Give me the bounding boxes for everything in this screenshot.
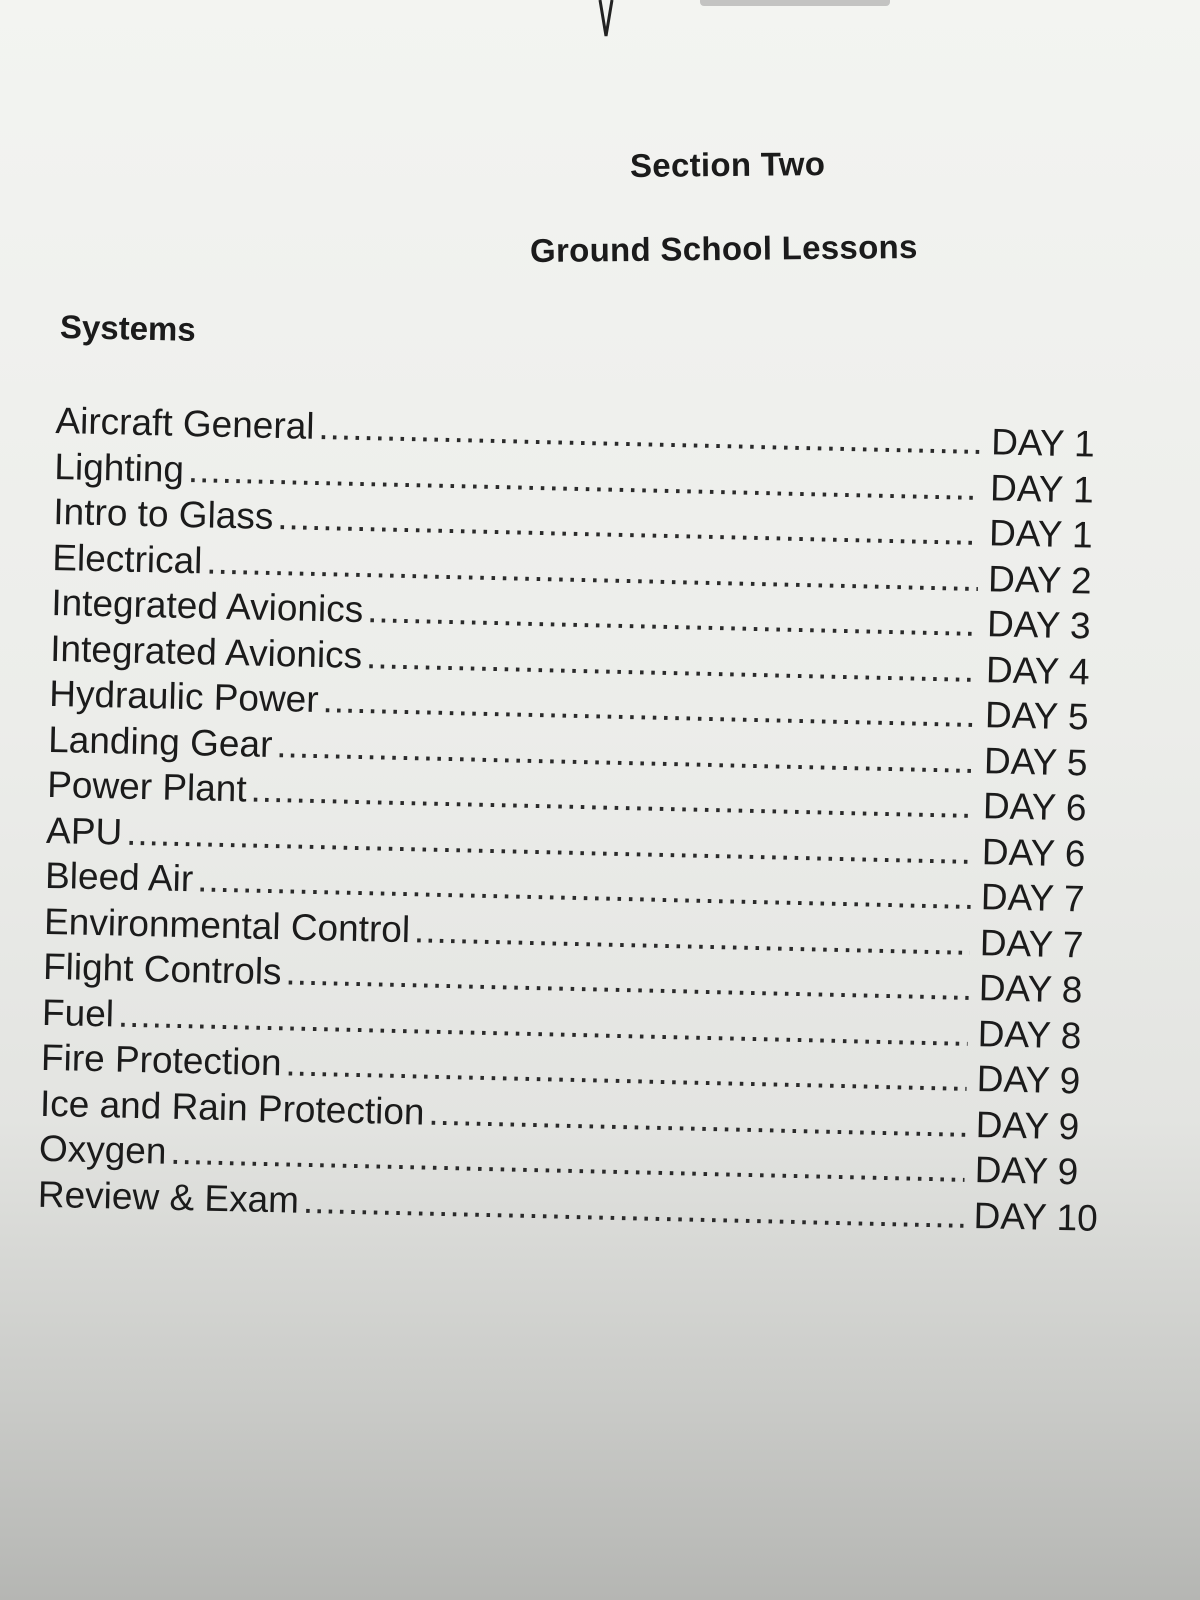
lesson-day: DAY 4: [985, 648, 1091, 693]
lesson-title: Review & Exam: [37, 1173, 300, 1221]
lesson-day: DAY 1: [990, 421, 1096, 465]
lesson-day: DAY 7: [979, 921, 1084, 965]
lesson-day: DAY 8: [978, 967, 1083, 1011]
lesson-day: DAY 2: [987, 557, 1093, 602]
lesson-title: APU: [45, 809, 123, 853]
lesson-title: Bleed Air: [44, 854, 194, 900]
lesson-day: DAY 8: [977, 1012, 1082, 1056]
section-title: Section Two: [629, 144, 826, 185]
lesson-day: DAY 1: [988, 512, 1094, 556]
lesson-day: DAY 6: [982, 785, 1087, 829]
lesson-title: Aircraft General: [55, 399, 315, 447]
lesson-title: Lighting: [53, 445, 185, 490]
lesson-title: Intro to Glass: [52, 490, 274, 537]
lesson-title: Oxygen: [38, 1127, 167, 1172]
lesson-title: Environmental Control: [43, 900, 411, 950]
lesson-day: DAY 5: [983, 739, 1088, 783]
lesson-title: Integrated Avionics: [50, 581, 364, 631]
logo-fragment-icon: [598, 0, 614, 38]
logo-text-fragment: [700, 0, 890, 6]
lesson-day: DAY 9: [975, 1103, 1080, 1147]
lesson-title: Fire Protection: [40, 1036, 283, 1084]
lesson-day: DAY 10: [973, 1194, 1099, 1239]
lesson-title: Landing Gear: [47, 718, 273, 765]
lesson-day: DAY 6: [981, 830, 1086, 874]
page-title: Ground School Lessons: [529, 227, 918, 270]
lesson-day: DAY 7: [980, 876, 1085, 920]
lesson-day: DAY 1: [989, 466, 1095, 511]
lesson-day: DAY 9: [974, 1149, 1079, 1193]
lesson-title: Fuel: [41, 991, 115, 1034]
lesson-day: DAY 9: [976, 1058, 1081, 1102]
lesson-title: Integrated Avionics: [49, 627, 363, 676]
lesson-title: Hydraulic Power: [48, 672, 320, 721]
lesson-day: DAY 3: [986, 603, 1092, 647]
category-heading: Systems: [59, 308, 197, 348]
lesson-title: Power Plant: [46, 763, 248, 810]
lesson-title: Electrical: [51, 536, 203, 581]
lesson-day: DAY 5: [984, 694, 1090, 738]
lesson-title: Flight Controls: [42, 945, 283, 993]
lesson-schedule-list: [37, 398, 1113, 1241]
lesson-title: Ice and Rain Protection: [39, 1082, 425, 1133]
